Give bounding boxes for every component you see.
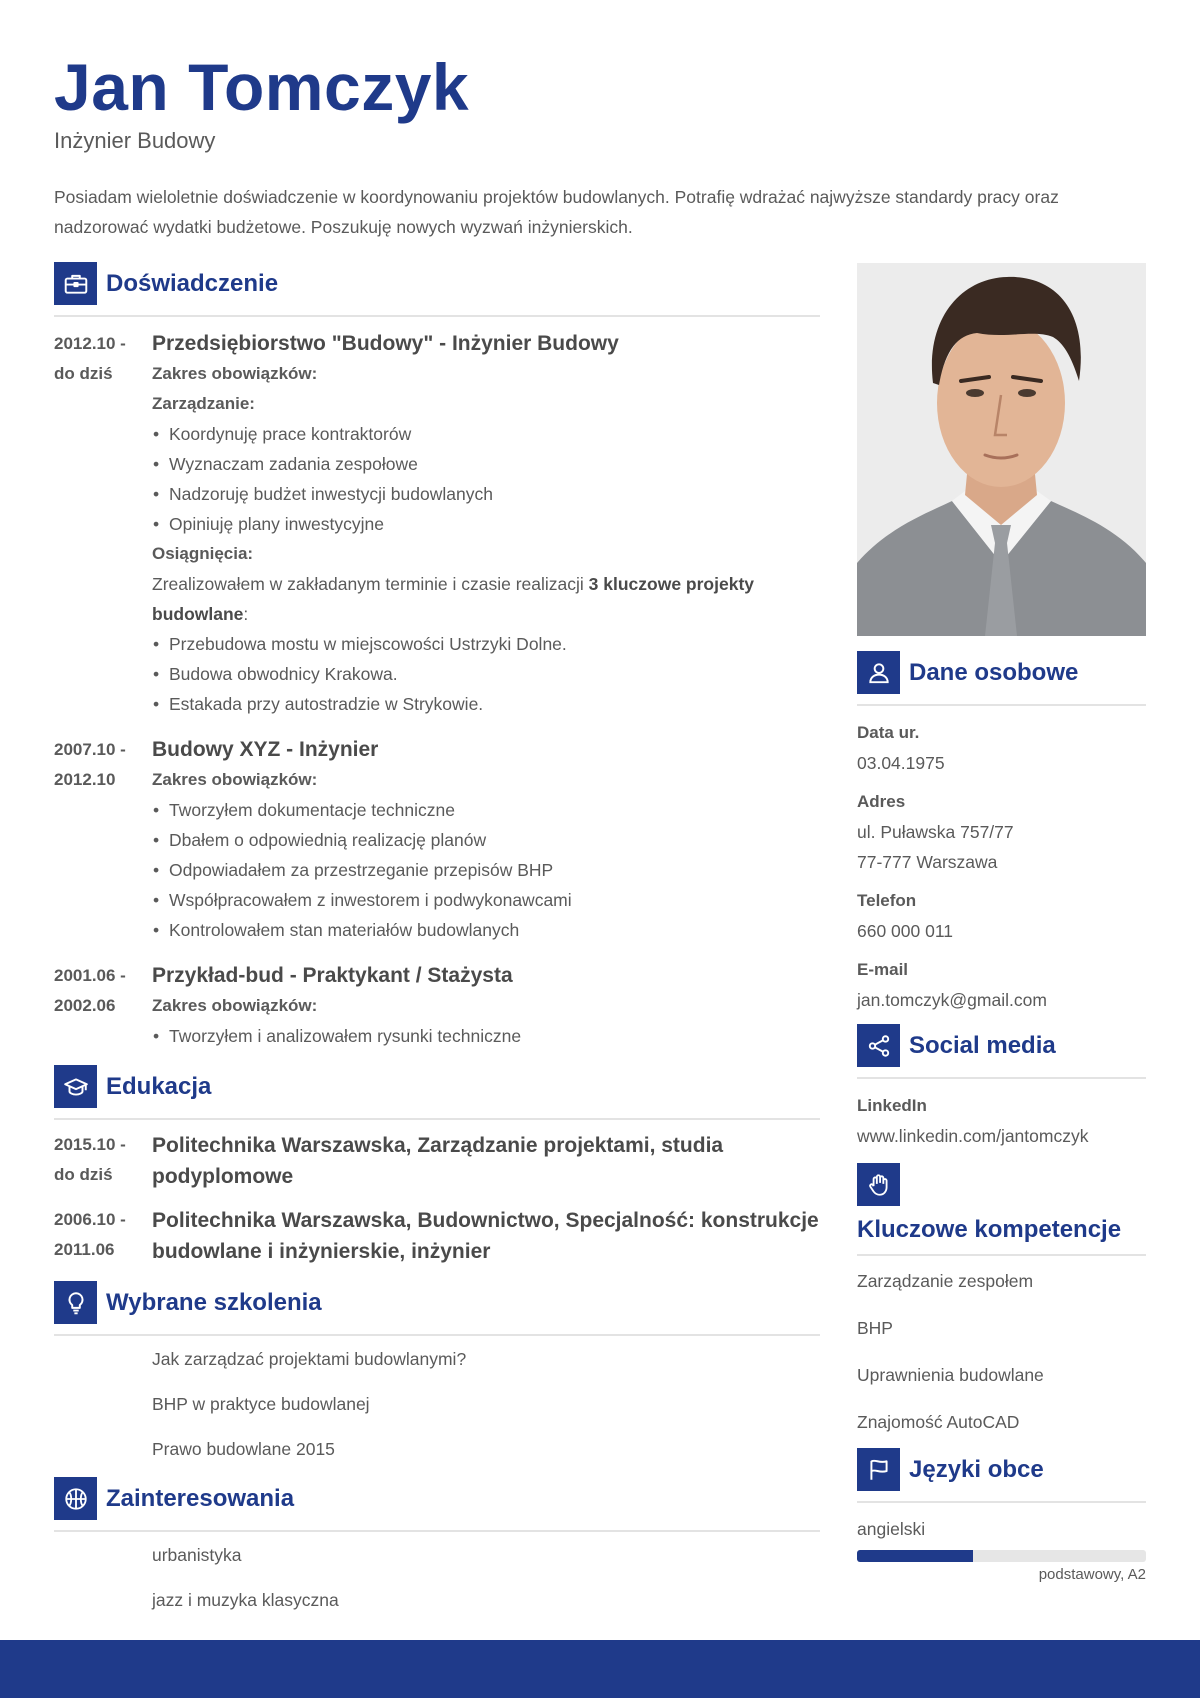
list-item: Zarządzanie zespołem: [857, 1271, 1034, 1291]
hand-icon: [857, 1163, 900, 1206]
language-name: angielski: [857, 1519, 926, 1539]
footer-bar: [0, 1640, 1200, 1698]
list-item: • Nadzoruję budżet inwestycji budowlanych: [152, 479, 820, 509]
birth-value: 03.04.1975: [857, 753, 945, 773]
trainings-heading: Wybrane szkolenia: [106, 1288, 322, 1316]
list-item: jazz i muzyka klasyczna: [152, 1590, 339, 1610]
interests-heading: Zainteresowania: [106, 1484, 295, 1512]
achievements-intro: Zrealizowałem w zakładanym terminie i czasie realizacji 3 kluczowe projekty budowlane:: [152, 574, 755, 624]
list-item: urbanistyka: [152, 1545, 242, 1565]
languages-heading: Języki obce: [909, 1455, 1044, 1483]
list-item: • Kontrolowałem stan materiałów budowlanych: [152, 915, 820, 945]
list-item: Znajomość AutoCAD: [857, 1412, 1020, 1432]
personal-section: [857, 651, 1146, 1015]
interests-header: [54, 1477, 820, 1520]
job-date: 2001.06 - 2002.06: [54, 966, 126, 1015]
list-item: Jak zarządzać projektami budowlanymi?: [152, 1349, 467, 1369]
list-item: • Dbałem o odpowiednią realizację planów: [152, 825, 820, 855]
share-icon: [857, 1024, 900, 1067]
left-column: [54, 262, 820, 1630]
address-label: Adres: [857, 792, 906, 811]
education-entry: [54, 1130, 820, 1192]
skills-heading: Kluczowe kompetencje: [857, 1216, 1122, 1243]
job-entry: [54, 961, 820, 1051]
education-header: [54, 1065, 820, 1108]
experience-section: [54, 262, 820, 1051]
divider: [857, 1501, 1146, 1503]
interests-list: [54, 1540, 820, 1615]
profile-summary: Posiadam wieloletnie doświadczenie w koordynowaniu projektów budowlanych. Potrafię wdrażać najwyższe standardy pracy oraz nadzorować wydatki budżetowe. Poszukuję nowych wyzwań inżynierskich.: [54, 187, 1059, 237]
flag-icon: [857, 1448, 900, 1491]
duties-list: [152, 795, 820, 945]
education-title: Politechnika Warszawska, Budownictwo, Specjalność: konstrukcje budowlane i inżynierskie, inżynier: [152, 1209, 819, 1263]
email-label: E-mail: [857, 960, 909, 979]
trainings-list: [54, 1344, 820, 1464]
list-item: • Koordynuję prace kontraktorów: [152, 419, 820, 449]
address-line: ul. Puławska 757/77: [857, 822, 1014, 842]
duties-list: [152, 1021, 820, 1051]
duties-label: Zakres obowiązków:: [152, 364, 318, 383]
duties-list: [152, 419, 820, 539]
duties-label: Zakres obowiązków:: [152, 770, 318, 789]
divider: [54, 1530, 820, 1532]
job-entry: [54, 329, 820, 719]
education-date: 2015.10 - do dziś: [54, 1135, 126, 1184]
job-title: Inżynier Budowy: [54, 128, 216, 153]
divider: [54, 315, 820, 317]
list-item: • Tworzyłem i analizowałem rysunki techniczne: [152, 1021, 820, 1051]
interests-section: [54, 1477, 820, 1615]
graduation-cap-icon: [54, 1065, 97, 1108]
language-entry: [857, 1514, 1146, 1583]
management-label: Zarządzanie:: [152, 394, 255, 413]
education-date: 2006.10 - 2011.06: [54, 1210, 126, 1259]
language-level-fill: [857, 1550, 973, 1562]
linkedin-link[interactable]: www.linkedin.com/jantomczyk: [857, 1126, 1089, 1146]
address-line: 77-777 Warszawa: [857, 852, 998, 872]
skills-list: [857, 1266, 1146, 1437]
basketball-icon: [54, 1477, 97, 1520]
list-item: Prawo budowlane 2015: [152, 1439, 335, 1459]
divider: [857, 704, 1146, 706]
job-title: Przykład-bud - Praktykant / Stażysta: [152, 964, 513, 987]
list-item: • Tworzyłem dokumentacje techniczne: [152, 795, 820, 825]
phone-label: Telefon: [857, 891, 917, 910]
trainings-header: [54, 1281, 820, 1324]
list-item: • Wyznaczam zadania zespołowe: [152, 449, 820, 479]
job-title: Przedsiębiorstwo "Budowy" - Inżynier Budowy: [152, 332, 619, 355]
job-date: 2007.10 - 2012.10: [54, 740, 126, 789]
achievements-label: Osiągnięcia:: [152, 544, 254, 563]
lightbulb-icon: [54, 1281, 97, 1324]
job-title: Budowy XYZ - Inżynier: [152, 738, 379, 761]
social-section: [857, 1024, 1146, 1151]
list-item: • Przebudowa mostu w miejscowości Ustrzyki Dolne.: [152, 629, 820, 659]
person-name: Jan Tomczyk: [54, 50, 470, 124]
list-item: • Opiniuję plany inwestycyjne: [152, 509, 820, 539]
list-item: • Estakada przy autostradzie w Strykowie.: [152, 689, 820, 719]
personal-heading: Dane osobowe: [909, 658, 1079, 686]
divider: [857, 1077, 1146, 1079]
list-item: • Odpowiadałem za przestrzeganie przepisów BHP: [152, 855, 820, 885]
experience-heading: Doświadczenie: [106, 269, 279, 297]
briefcase-icon: [54, 262, 97, 305]
achievements-list: [152, 629, 820, 719]
skills-section: [857, 1163, 1146, 1437]
job-entry: [54, 735, 820, 945]
education-entry: [54, 1205, 820, 1267]
phone-value: 660 000 011: [857, 921, 954, 941]
personal-header: [857, 651, 1146, 694]
languages-section: [857, 1448, 1146, 1583]
duties-label: Zakres obowiązków:: [152, 996, 318, 1015]
list-item: BHP w praktyce budowlanej: [152, 1394, 370, 1414]
list-item: BHP: [857, 1318, 893, 1338]
birth-label: Data ur.: [857, 723, 920, 742]
linkedin-label: LinkedIn: [857, 1096, 927, 1115]
education-heading: Edukacja: [106, 1072, 212, 1100]
divider: [857, 1254, 1146, 1256]
languages-header: [857, 1448, 1146, 1491]
education-section: [54, 1065, 820, 1267]
list-item: Uprawnienia budowlane: [857, 1365, 1044, 1385]
education-title: Politechnika Warszawska, Zarządzanie projektami, studia podyplomowe: [152, 1134, 724, 1188]
list-item: • Budowa obwodnicy Krakowa.: [152, 659, 820, 689]
divider: [54, 1334, 820, 1336]
trainings-section: [54, 1281, 820, 1464]
profile-photo: [857, 263, 1146, 636]
experience-header: [54, 262, 820, 305]
divider: [54, 1118, 820, 1120]
language-level-bar: [857, 1550, 1146, 1562]
user-icon: [857, 651, 900, 694]
right-column: [857, 263, 1146, 1583]
list-item: • Współpracowałem z inwestorem i podwykonawcami: [152, 885, 820, 915]
social-header: [857, 1024, 1146, 1067]
social-heading: Social media: [909, 1031, 1056, 1059]
language-level-text: podstawowy, A2: [1038, 1566, 1146, 1583]
email-value: jan.tomczyk@gmail.com: [857, 990, 1047, 1010]
job-date: 2012.10 - do dziś: [54, 334, 126, 383]
